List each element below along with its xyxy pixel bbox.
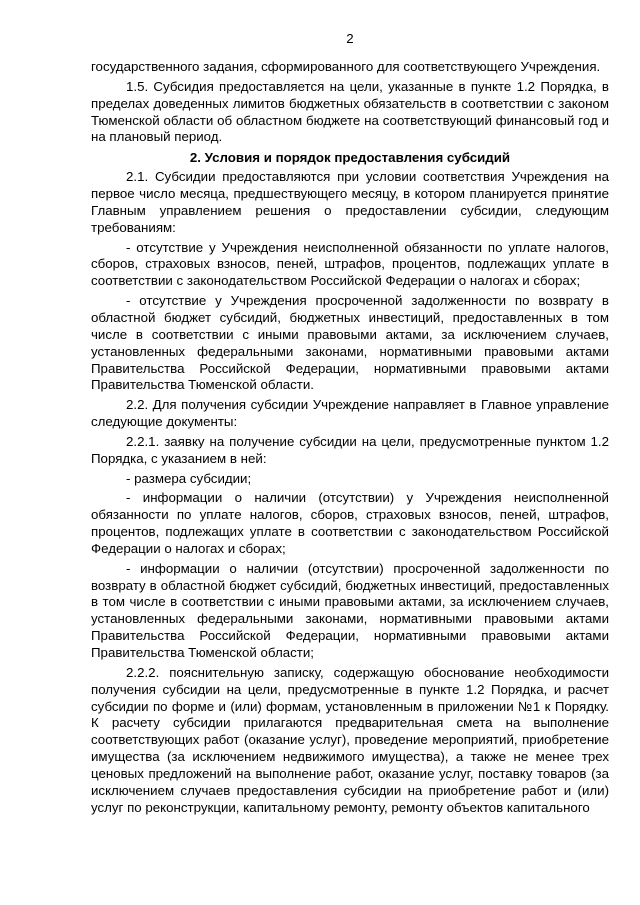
item-tax-debt-info: - информации о наличии (отсутствии) у Учреждения неисполненной обязанности по уплате налогов, сборов, страховых взносов, пеней, штрафов, процентов, подлежащих уплате в соответствии с законодательством Российской Федерации о налогах и сборах; bbox=[91, 490, 609, 556]
paragraph-2-2-1: 2.2.1. заявку на получение субсидии на цели, предусмотренные пунктом 1.2 Порядка, с указанием в ней: bbox=[91, 433, 609, 466]
item-subsidy-amount: - размера субсидии; bbox=[126, 470, 252, 486]
paragraph-1-5: 1.5. Субсидия предоставляется на цели, указанные в пункте 1.2 Порядка, в пределах доведенных лимитов бюджетных обязательств в соответствии с законом Тюменской области об областном бюджете на соответствующий финансовый год и на плановый период. bbox=[91, 78, 609, 145]
paragraph-2-1: 2.1. Субсидии предоставляются при условии соответствия Учреждения на первое число месяца, предшествующего месяцу, в котором планируется принятие Главным управлением решения о предоставлении субсидии, следующим требованиям: bbox=[91, 169, 609, 235]
item-overdue-debt-info: - информации о наличии (отсутствии) просроченной задолженности по возврату в областной бюджет субсидий, бюджетных инвестиций, предоставленных в том числе в соответствии с иными правовыми актами, за исключением случаев, установленных федеральными законами, нормативными правовыми актами Правительства Российской Федерации, нормативными правовыми актами Правительства Тюменской области; bbox=[91, 560, 609, 660]
page-number: 2 bbox=[346, 31, 354, 46]
paragraph-2-2: 2.2. Для получения субсидии Учреждение направляет в Главное управление следующие документы: bbox=[91, 397, 609, 430]
section-heading-2: 2. Условия и порядок предоставления субсидий bbox=[189, 150, 511, 166]
paragraph-continuation: государственного задания, сформированного для соответствующего Учреждения. bbox=[91, 59, 601, 74]
requirement-no-overdue-debt: - отсутствие у Учреждения просроченной задолженности по возврату в областной бюджет субсидий, бюджетных инвестиций, предоставленных в том числе в соответствии с иными правовыми актами, за исключением случаев, установленных федеральными законами, нормативными правовыми актами Правительства Российской Федерации, нормативными правовыми актами Правительства Тюменской области. bbox=[91, 293, 609, 393]
document-page bbox=[91, 30, 609, 819]
paragraph-2-2-2: 2.2.2. пояснительную записку, содержащую обоснование необходимости получения субсидии на цели, предусмотренные в пункте 1.2 Порядка, и расчет субсидии по форме и (или) формам, установленным в приложении №1 к Порядку. К расчету субсидии прилагаются предварительная смета на выполнение соответствующих работ (оказание услуг), проведение мероприятий, приобретение имущества (за исключением недвижимого имущества), а также не менее трех ценовых предложений на выполнение работ, оказание услуг, поставку товаров (за исключением случаев предоставления субсидии на приобретение работ и (или) услуг по реконструкции, капитальному ремонту, ремонту объектов капитального bbox=[91, 664, 609, 815]
requirement-no-tax-debt: - отсутствие у Учреждения неисполненной обязанности по уплате налогов, сборов, страховых взносов, пеней, штрафов, процентов, подлежащих уплате в соответствии с законодательством Российской Федерации о налогах и сборах; bbox=[91, 239, 609, 289]
